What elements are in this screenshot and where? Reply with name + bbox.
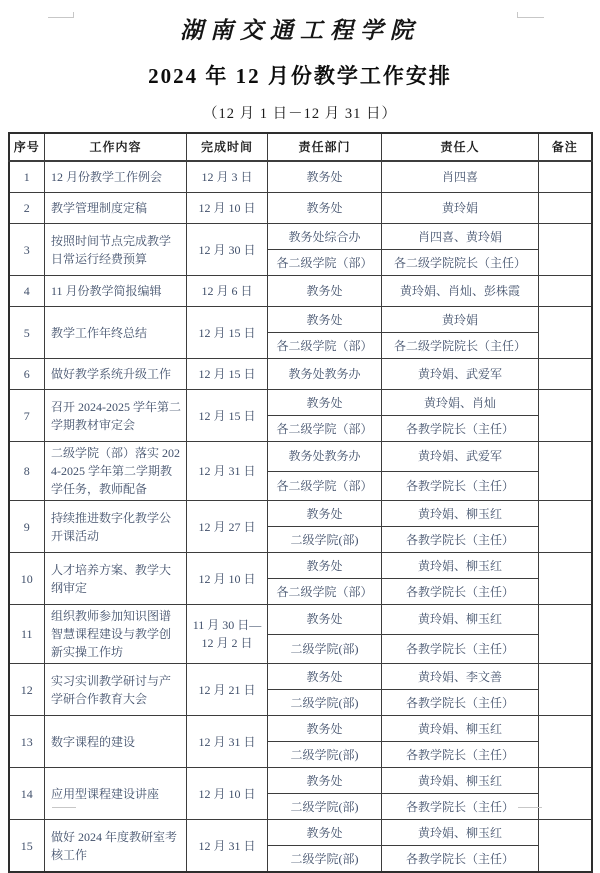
person-cell: 各教学院长（主任） (382, 527, 539, 553)
note-cell (539, 390, 592, 442)
completion-time-cell: 12 月 6 日 (187, 276, 268, 307)
crop-mark-top-right-h (518, 17, 544, 18)
note-cell (539, 161, 592, 193)
person-cell: 黄玲娟、肖灿、彭株霞 (382, 276, 539, 307)
completion-time-cell: 12 月 10 日 (187, 553, 268, 605)
table-row (9, 768, 592, 794)
person-cell: 黄玲娟、武爱军 (382, 442, 539, 472)
department-cell: 各二级学院（部） (268, 579, 382, 605)
work-content-cell: 应用型课程建设讲座 (45, 768, 187, 820)
department-cell: 教务处 (268, 307, 382, 333)
table-row (9, 224, 592, 250)
row-number-cell: 9 (9, 501, 45, 553)
department-cell: 二级学院(部) (268, 690, 382, 716)
person-cell: 黄玲娟、柳玉红 (382, 553, 539, 579)
completion-time-cell: 12 月 10 日 (187, 193, 268, 224)
header-cell-5: 备注 (539, 133, 592, 161)
person-cell: 黄玲娟、柳玉红 (382, 605, 539, 635)
crop-mark-top-left-h (48, 17, 74, 18)
completion-time-cell: 12 月 27 日 (187, 501, 268, 553)
completion-time-cell: 11 月 30 日—12 月 2 日 (187, 605, 268, 664)
table-row (9, 664, 592, 690)
row-number-cell: 10 (9, 553, 45, 605)
department-cell: 二级学院(部) (268, 634, 382, 664)
table-row (9, 501, 592, 527)
header-cell-4: 责任人 (382, 133, 539, 161)
work-content-cell: 人才培养方案、教学大纲审定 (45, 553, 187, 605)
note-cell (539, 553, 592, 605)
completion-time-cell: 12 月 10 日 (187, 768, 268, 820)
person-cell: 黄玲娟、柳玉红 (382, 716, 539, 742)
person-cell: 黄玲娟 (382, 307, 539, 333)
person-cell: 黄玲娟、武爱军 (382, 359, 539, 390)
completion-time-cell: 12 月 3 日 (187, 161, 268, 193)
header-cell-3: 责任部门 (268, 133, 382, 161)
row-number-cell: 3 (9, 224, 45, 276)
document-page (0, 12, 600, 866)
crop-mark-bottom-right-h (518, 807, 542, 808)
person-cell: 肖四喜、黄玲娟 (382, 224, 539, 250)
crop-mark-bottom-left-h (52, 807, 76, 808)
person-cell: 各教学院长（主任） (382, 579, 539, 605)
work-content-cell: 召开 2024-2025 学年第二学期教材审定会 (45, 390, 187, 442)
work-content-cell: 12 月份教学工作例会 (45, 161, 187, 193)
completion-time-cell: 12 月 31 日 (187, 716, 268, 768)
work-content-cell: 二级学院（部）落实 2024-2025 学年第二学期教学任务，教师配备 (45, 442, 187, 501)
table-row (9, 605, 592, 635)
person-cell: 黄玲娟、柳玉红 (382, 501, 539, 527)
note-cell (539, 501, 592, 553)
row-number-cell: 11 (9, 605, 45, 664)
crop-mark-top-left-v (73, 12, 74, 18)
department-cell: 二级学院(部) (268, 794, 382, 820)
note-cell (539, 276, 592, 307)
work-content-cell: 按照时间节点完成教学日常运行经费预算 (45, 224, 187, 276)
note-cell (539, 820, 592, 873)
completion-time-cell: 12 月 15 日 (187, 359, 268, 390)
department-cell: 教务处 (268, 276, 382, 307)
note-cell (539, 442, 592, 501)
note-cell (539, 716, 592, 768)
note-cell (539, 359, 592, 390)
completion-time-cell: 12 月 31 日 (187, 820, 268, 873)
department-cell: 教务处 (268, 820, 382, 846)
department-cell: 各二级学院（部） (268, 333, 382, 359)
crop-mark-top-right-v (517, 12, 518, 18)
department-cell: 二级学院(部) (268, 846, 382, 873)
person-cell: 各教学院长（主任） (382, 471, 539, 501)
row-number-cell: 1 (9, 161, 45, 193)
table-row (9, 553, 592, 579)
note-cell (539, 605, 592, 664)
person-cell: 黄玲娟、肖灿 (382, 390, 539, 416)
department-cell: 教务处 (268, 501, 382, 527)
department-cell: 教务处教务办 (268, 442, 382, 472)
work-content-cell: 数字课程的建设 (45, 716, 187, 768)
header-cell-0: 序号 (9, 133, 45, 161)
table-row (9, 716, 592, 742)
person-cell: 各教学院长（主任） (382, 416, 539, 442)
table-header-row (9, 133, 592, 161)
department-cell: 教务处 (268, 390, 382, 416)
department-cell: 教务处 (268, 161, 382, 193)
date-range: （12 月 1 日－12 月 31 日） (203, 106, 397, 122)
completion-time-cell: 12 月 21 日 (187, 664, 268, 716)
table-row (9, 359, 592, 390)
row-number-cell: 8 (9, 442, 45, 501)
note-cell (539, 768, 592, 820)
note-cell (539, 307, 592, 359)
note-cell (539, 193, 592, 224)
person-cell: 各教学院长（主任） (382, 634, 539, 664)
person-cell: 黄玲娟、李文善 (382, 664, 539, 690)
row-number-cell: 12 (9, 664, 45, 716)
department-cell: 二级学院(部) (268, 742, 382, 768)
row-number-cell: 4 (9, 276, 45, 307)
schedule-table (8, 132, 593, 873)
person-cell: 各二级学院院长（主任） (382, 333, 539, 359)
department-cell: 二级学院(部) (268, 527, 382, 553)
completion-time-cell: 12 月 15 日 (187, 307, 268, 359)
person-cell: 黄玲娟 (382, 193, 539, 224)
department-cell: 教务处 (268, 716, 382, 742)
row-number-cell: 14 (9, 768, 45, 820)
row-number-cell: 7 (9, 390, 45, 442)
table-row (9, 442, 592, 472)
table-row (9, 820, 592, 846)
department-cell: 教务处 (268, 664, 382, 690)
department-cell: 教务处教务办 (268, 359, 382, 390)
person-cell: 各二级学院院长（主任） (382, 250, 539, 276)
completion-time-cell: 12 月 30 日 (187, 224, 268, 276)
department-cell: 教务处 (268, 553, 382, 579)
header-cell-1: 工作内容 (45, 133, 187, 161)
person-cell: 各教学院长（主任） (382, 794, 539, 820)
table-row (9, 193, 592, 224)
table-row (9, 161, 592, 193)
school-title: 湖南交通工程学院 (180, 18, 420, 43)
department-cell: 各二级学院（部） (268, 416, 382, 442)
person-cell: 各教学院长（主任） (382, 846, 539, 873)
department-cell: 教务处 (268, 193, 382, 224)
row-number-cell: 5 (9, 307, 45, 359)
table-row (9, 276, 592, 307)
person-cell: 各教学院长（主任） (382, 690, 539, 716)
work-content-cell: 做好 2024 年度教研室考核工作 (45, 820, 187, 873)
department-cell: 教务处 (268, 768, 382, 794)
work-content-cell: 教学管理制度定稿 (45, 193, 187, 224)
row-number-cell: 13 (9, 716, 45, 768)
department-cell: 各二级学院（部） (268, 250, 382, 276)
person-cell: 黄玲娟、柳玉红 (382, 820, 539, 846)
department-cell: 教务处综合办 (268, 224, 382, 250)
work-content-cell: 实习实训教学研讨与产学研合作教育大会 (45, 664, 187, 716)
person-cell: 黄玲娟、柳玉红 (382, 768, 539, 794)
row-number-cell: 15 (9, 820, 45, 873)
work-content-cell: 11 月份教学简报编辑 (45, 276, 187, 307)
person-cell: 各教学院长（主任） (382, 742, 539, 768)
note-cell (539, 664, 592, 716)
completion-time-cell: 12 月 15 日 (187, 390, 268, 442)
work-content-cell: 教学工作年终总结 (45, 307, 187, 359)
completion-time-cell: 12 月 31 日 (187, 442, 268, 501)
row-number-cell: 2 (9, 193, 45, 224)
person-cell: 肖四喜 (382, 161, 539, 193)
department-cell: 教务处 (268, 605, 382, 635)
table-row (9, 307, 592, 333)
work-content-cell: 组织教师参加知识图谱智慧课程建设与教学创新实操工作坊 (45, 605, 187, 664)
header-cell-2: 完成时间 (187, 133, 268, 161)
page-title: 2024 年 12 月份教学工作安排 (148, 64, 452, 88)
note-cell (539, 224, 592, 276)
department-cell: 各二级学院（部） (268, 471, 382, 501)
work-content-cell: 持续推进数字化教学公开课活动 (45, 501, 187, 553)
work-content-cell: 做好教学系统升级工作 (45, 359, 187, 390)
row-number-cell: 6 (9, 359, 45, 390)
table-row (9, 390, 592, 416)
